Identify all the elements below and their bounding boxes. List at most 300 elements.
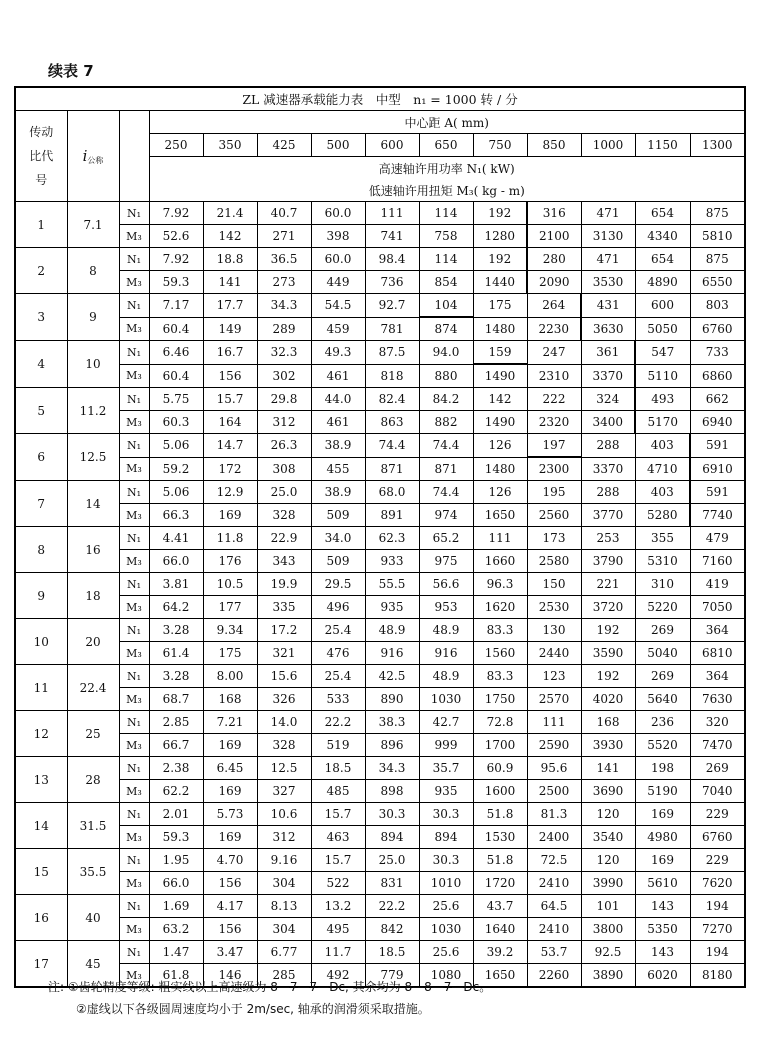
power-value-cell: 10.6 <box>257 803 311 826</box>
power-value-cell: 25.0 <box>257 481 311 504</box>
power-value-cell: 17.2 <box>257 619 311 642</box>
power-value-cell: 269 <box>690 757 745 780</box>
torque-value-cell: 894 <box>419 826 473 849</box>
power-label: N₁ <box>119 481 149 504</box>
power-value-cell: 25.6 <box>419 941 473 964</box>
power-value-cell: 48.9 <box>365 619 419 642</box>
power-value-cell: 355 <box>635 527 690 550</box>
power-value-cell: 7.17 <box>149 294 203 318</box>
torque-value-cell: 863 <box>365 411 419 434</box>
torque-value-cell: 891 <box>365 504 419 527</box>
power-value-cell: 16.7 <box>203 341 257 365</box>
power-value-cell: 43.7 <box>473 895 527 918</box>
table-row <box>15 341 745 365</box>
power-value-cell: 654 <box>635 202 690 225</box>
torque-value-cell: 4710 <box>635 457 690 481</box>
table-row <box>15 364 745 388</box>
torque-value-cell: 312 <box>257 826 311 849</box>
power-value-cell: 114 <box>419 202 473 225</box>
torque-value-cell: 4890 <box>635 271 690 294</box>
power-value-cell: 195 <box>527 481 581 504</box>
power-label: N₁ <box>119 388 149 411</box>
header-torque: 低速轴许用扭矩 M₃( kg - m) <box>149 179 745 202</box>
torque-value-cell: 935 <box>419 780 473 803</box>
power-value-cell: 53.7 <box>527 941 581 964</box>
torque-label: M₃ <box>119 317 149 341</box>
table-row <box>15 434 745 458</box>
torque-value-cell: 64.2 <box>149 596 203 619</box>
ratio-code-cell: 16 <box>15 895 67 941</box>
torque-label: M₃ <box>119 225 149 248</box>
power-value-cell: 13.2 <box>311 895 365 918</box>
ratio-code-cell: 10 <box>15 619 67 665</box>
torque-value-cell: 4020 <box>581 688 635 711</box>
torque-value-cell: 2410 <box>527 918 581 941</box>
ratio-code-cell: 15 <box>15 849 67 895</box>
torque-value-cell: 1490 <box>473 411 527 434</box>
torque-value-cell: 63.2 <box>149 918 203 941</box>
power-value-cell: 64.5 <box>527 895 581 918</box>
torque-value-cell: 59.2 <box>149 457 203 481</box>
nominal-ratio-cell: 45 <box>67 941 119 988</box>
power-value-cell: 34.3 <box>257 294 311 318</box>
table-row <box>15 504 745 527</box>
power-value-cell: 3.28 <box>149 619 203 642</box>
reducer-capacity-table <box>14 86 746 988</box>
power-value-cell: 51.8 <box>473 803 527 826</box>
power-value-cell: 403 <box>635 481 690 504</box>
torque-value-cell: 285 <box>257 964 311 988</box>
torque-value-cell: 6760 <box>690 317 745 341</box>
power-value-cell: 15.7 <box>311 849 365 872</box>
ratio-code-cell: 5 <box>15 388 67 434</box>
torque-value-cell: 169 <box>203 826 257 849</box>
torque-value-cell: 5190 <box>635 780 690 803</box>
power-value-cell: 18.8 <box>203 248 257 271</box>
torque-label: M₃ <box>119 734 149 757</box>
power-value-cell: 159 <box>473 341 527 365</box>
torque-value-cell: 52.6 <box>149 225 203 248</box>
torque-value-cell: 1490 <box>473 364 527 388</box>
power-value-cell: 197 <box>527 434 581 458</box>
power-value-cell: 17.7 <box>203 294 257 318</box>
torque-value-cell: 60.3 <box>149 411 203 434</box>
torque-value-cell: 533 <box>311 688 365 711</box>
torque-value-cell: 2580 <box>527 550 581 573</box>
power-value-cell: 4.17 <box>203 895 257 918</box>
power-value-cell: 22.2 <box>311 711 365 734</box>
torque-value-cell: 172 <box>203 457 257 481</box>
power-value-cell: 8.13 <box>257 895 311 918</box>
power-value-cell: 143 <box>635 895 690 918</box>
table-title: ZL 减速器承载能力表 中型 n₁ = 1000 转 / 分 <box>15 87 745 111</box>
torque-label: M₃ <box>119 826 149 849</box>
power-label: N₁ <box>119 895 149 918</box>
torque-value-cell: 1480 <box>473 317 527 341</box>
power-value-cell: 26.3 <box>257 434 311 458</box>
power-value-cell: 6.45 <box>203 757 257 780</box>
power-value-cell: 591 <box>690 481 745 504</box>
power-value-cell: 591 <box>690 434 745 458</box>
torque-value-cell: 933 <box>365 550 419 573</box>
torque-value-cell: 2230 <box>527 317 581 341</box>
power-value-cell: 51.8 <box>473 849 527 872</box>
torque-value-cell: 522 <box>311 872 365 895</box>
power-value-cell: 29.8 <box>257 388 311 411</box>
power-label: N₁ <box>119 711 149 734</box>
power-value-cell: 1.69 <box>149 895 203 918</box>
power-value-cell: 95.6 <box>527 757 581 780</box>
power-value-cell: 72.5 <box>527 849 581 872</box>
power-value-cell: 11.8 <box>203 527 257 550</box>
power-value-cell: 25.6 <box>419 895 473 918</box>
torque-value-cell: 2440 <box>527 642 581 665</box>
torque-value-cell: 3540 <box>581 826 635 849</box>
torque-value-cell: 3930 <box>581 734 635 757</box>
torque-label: M₃ <box>119 872 149 895</box>
torque-value-cell: 59.3 <box>149 826 203 849</box>
power-value-cell: 48.9 <box>419 619 473 642</box>
torque-value-cell: 8180 <box>690 964 745 988</box>
power-value-cell: 600 <box>635 294 690 318</box>
torque-label: M₃ <box>119 457 149 481</box>
torque-value-cell: 1530 <box>473 826 527 849</box>
power-value-cell: 9.16 <box>257 849 311 872</box>
torque-value-cell: 66.0 <box>149 550 203 573</box>
torque-label: M₃ <box>119 411 149 434</box>
power-value-cell: 42.5 <box>365 665 419 688</box>
torque-value-cell: 455 <box>311 457 365 481</box>
torque-value-cell: 61.4 <box>149 642 203 665</box>
torque-value-cell: 169 <box>203 734 257 757</box>
torque-label: M₃ <box>119 596 149 619</box>
power-label: N₁ <box>119 619 149 642</box>
center-distance-425: 425 <box>257 134 311 157</box>
power-label: N₁ <box>119 434 149 458</box>
torque-value-cell: 916 <box>365 642 419 665</box>
torque-value-cell: 7160 <box>690 550 745 573</box>
power-value-cell: 364 <box>690 619 745 642</box>
table-row <box>15 757 745 780</box>
center-distance-250: 250 <box>149 134 203 157</box>
nominal-ratio-cell: 28 <box>67 757 119 803</box>
nominal-ratio-cell: 20 <box>67 619 119 665</box>
torque-value-cell: 5610 <box>635 872 690 895</box>
torque-value-cell: 2300 <box>527 457 581 481</box>
torque-value-cell: 6910 <box>690 457 745 481</box>
power-value-cell: 18.5 <box>365 941 419 964</box>
power-value-cell: 83.3 <box>473 665 527 688</box>
torque-value-cell: 818 <box>365 364 419 388</box>
nominal-ratio-cell: 35.5 <box>67 849 119 895</box>
torque-value-cell: 3720 <box>581 596 635 619</box>
table-row <box>15 665 745 688</box>
power-value-cell: 493 <box>635 388 690 411</box>
power-label: N₁ <box>119 757 149 780</box>
table-row <box>15 225 745 248</box>
torque-value-cell: 2530 <box>527 596 581 619</box>
power-value-cell: 123 <box>527 665 581 688</box>
power-value-cell: 74.4 <box>419 434 473 458</box>
torque-value-cell: 7620 <box>690 872 745 895</box>
power-value-cell: 253 <box>581 527 635 550</box>
torque-value-cell: 758 <box>419 225 473 248</box>
torque-label: M₃ <box>119 780 149 803</box>
power-value-cell: 654 <box>635 248 690 271</box>
power-value-cell: 192 <box>581 665 635 688</box>
power-value-cell: 4.70 <box>203 849 257 872</box>
power-value-cell: 10.5 <box>203 573 257 596</box>
power-value-cell: 38.9 <box>311 481 365 504</box>
torque-value-cell: 68.7 <box>149 688 203 711</box>
power-value-cell: 74.4 <box>365 434 419 458</box>
torque-value-cell: 3800 <box>581 918 635 941</box>
power-label: N₁ <box>119 941 149 964</box>
header-ratio-code <box>15 111 67 202</box>
power-value-cell: 364 <box>690 665 745 688</box>
torque-value-cell: 975 <box>419 550 473 573</box>
torque-value-cell: 5520 <box>635 734 690 757</box>
torque-value-cell: 459 <box>311 317 365 341</box>
power-value-cell: 14.7 <box>203 434 257 458</box>
torque-value-cell: 1650 <box>473 504 527 527</box>
power-value-cell: 22.2 <box>365 895 419 918</box>
torque-value-cell: 461 <box>311 411 365 434</box>
center-distance-1150: 1150 <box>635 134 690 157</box>
power-value-cell: 21.4 <box>203 202 257 225</box>
power-label: N₁ <box>119 573 149 596</box>
table-row <box>15 294 745 318</box>
torque-value-cell: 953 <box>419 596 473 619</box>
power-value-cell: 111 <box>365 202 419 225</box>
power-value-cell: 62.3 <box>365 527 419 550</box>
torque-value-cell: 175 <box>203 642 257 665</box>
torque-value-cell: 312 <box>257 411 311 434</box>
torque-value-cell: 1030 <box>419 918 473 941</box>
header-i-subscript: 公称 <box>87 155 104 165</box>
torque-value-cell: 141 <box>203 271 257 294</box>
torque-value-cell: 874 <box>419 317 473 341</box>
torque-value-cell: 463 <box>311 826 365 849</box>
nominal-ratio-cell: 8 <box>67 248 119 294</box>
power-value-cell: 12.9 <box>203 481 257 504</box>
power-value-cell: 221 <box>581 573 635 596</box>
torque-value-cell: 1750 <box>473 688 527 711</box>
power-value-cell: 8.00 <box>203 665 257 688</box>
table-row <box>15 202 745 225</box>
power-value-cell: 40.7 <box>257 202 311 225</box>
torque-value-cell: 7270 <box>690 918 745 941</box>
torque-value-cell: 871 <box>419 457 473 481</box>
power-value-cell: 547 <box>635 341 690 365</box>
torque-value-cell: 1720 <box>473 872 527 895</box>
torque-value-cell: 495 <box>311 918 365 941</box>
power-value-cell: 5.06 <box>149 434 203 458</box>
power-value-cell: 3.28 <box>149 665 203 688</box>
power-label: N₁ <box>119 202 149 225</box>
torque-value-cell: 398 <box>311 225 365 248</box>
torque-value-cell: 6760 <box>690 826 745 849</box>
power-value-cell: 479 <box>690 527 745 550</box>
power-value-cell: 280 <box>527 248 581 271</box>
torque-value-cell: 1620 <box>473 596 527 619</box>
power-value-cell: 130 <box>527 619 581 642</box>
torque-value-cell: 2320 <box>527 411 581 434</box>
power-value-cell: 5.06 <box>149 481 203 504</box>
power-value-cell: 7.21 <box>203 711 257 734</box>
torque-value-cell: 485 <box>311 780 365 803</box>
power-value-cell: 3.47 <box>203 941 257 964</box>
ratio-code-cell: 4 <box>15 341 67 388</box>
torque-value-cell: 5310 <box>635 550 690 573</box>
table-row <box>15 941 745 964</box>
torque-value-cell: 2590 <box>527 734 581 757</box>
table-row <box>15 872 745 895</box>
torque-value-cell: 5810 <box>690 225 745 248</box>
center-distance-1300: 1300 <box>690 134 745 157</box>
nominal-ratio-cell: 9 <box>67 294 119 341</box>
table-row <box>15 780 745 803</box>
table-row <box>15 411 745 434</box>
table-row <box>15 826 745 849</box>
nominal-ratio-cell: 14 <box>67 481 119 527</box>
torque-value-cell: 164 <box>203 411 257 434</box>
torque-value-cell: 7740 <box>690 504 745 527</box>
power-value-cell: 173 <box>527 527 581 550</box>
power-value-cell: 82.4 <box>365 388 419 411</box>
power-value-cell: 39.2 <box>473 941 527 964</box>
power-value-cell: 120 <box>581 803 635 826</box>
torque-value-cell: 3770 <box>581 504 635 527</box>
power-value-cell: 35.7 <box>419 757 473 780</box>
note-1: 注: ①齿轮精度等级: 粗实线以上高速级为 8—7—7—Dc, 其余均为 8—8—7—Dc。 <box>48 980 492 994</box>
table-caption: 续表 7 <box>48 62 94 80</box>
power-value-cell: 15.6 <box>257 665 311 688</box>
power-value-cell: 54.5 <box>311 294 365 318</box>
power-value-cell: 288 <box>581 434 635 458</box>
torque-value-cell: 2310 <box>527 364 581 388</box>
power-value-cell: 92.5 <box>581 941 635 964</box>
torque-label: M₃ <box>119 688 149 711</box>
power-value-cell: 60.0 <box>311 248 365 271</box>
power-value-cell: 72.8 <box>473 711 527 734</box>
power-value-cell: 236 <box>635 711 690 734</box>
table-row <box>15 573 745 596</box>
power-label: N₁ <box>119 294 149 318</box>
torque-value-cell: 271 <box>257 225 311 248</box>
torque-value-cell: 476 <box>311 642 365 665</box>
power-value-cell: 15.7 <box>311 803 365 826</box>
torque-value-cell: 177 <box>203 596 257 619</box>
power-value-cell: 6.46 <box>149 341 203 365</box>
power-value-cell: 5.75 <box>149 388 203 411</box>
torque-value-cell: 1010 <box>419 872 473 895</box>
torque-value-cell: 3400 <box>581 411 635 434</box>
power-value-cell: 56.6 <box>419 573 473 596</box>
torque-value-cell: 974 <box>419 504 473 527</box>
torque-value-cell: 168 <box>203 688 257 711</box>
power-value-cell: 30.3 <box>365 803 419 826</box>
table-row <box>15 457 745 481</box>
header-ratio-line1: 传动 <box>29 125 54 139</box>
torque-value-cell: 304 <box>257 918 311 941</box>
power-value-cell: 7.92 <box>149 248 203 271</box>
power-value-cell: 83.3 <box>473 619 527 642</box>
nominal-ratio-cell: 10 <box>67 341 119 388</box>
torque-value-cell: 6550 <box>690 271 745 294</box>
power-value-cell: 198 <box>635 757 690 780</box>
header-ratio-line2: 比代 <box>29 149 54 163</box>
ratio-code-cell: 2 <box>15 248 67 294</box>
torque-value-cell: 781 <box>365 317 419 341</box>
torque-value-cell: 343 <box>257 550 311 573</box>
power-value-cell: 192 <box>473 202 527 225</box>
power-value-cell: 65.2 <box>419 527 473 550</box>
torque-value-cell: 289 <box>257 317 311 341</box>
power-value-cell: 169 <box>635 803 690 826</box>
torque-value-cell: 66.3 <box>149 504 203 527</box>
torque-value-cell: 871 <box>365 457 419 481</box>
torque-value-cell: 62.2 <box>149 780 203 803</box>
torque-value-cell: 1660 <box>473 550 527 573</box>
torque-value-cell: 1560 <box>473 642 527 665</box>
torque-label: M₃ <box>119 504 149 527</box>
power-label: N₁ <box>119 341 149 365</box>
torque-value-cell: 7040 <box>690 780 745 803</box>
torque-value-cell: 4980 <box>635 826 690 849</box>
torque-value-cell: 1280 <box>473 225 527 248</box>
power-value-cell: 1.95 <box>149 849 203 872</box>
torque-value-cell: 3630 <box>581 317 635 341</box>
note-2: ②虚线以下各级圆周速度均小于 2m/sec, 轴承的润滑须采取措施。 <box>76 1002 430 1016</box>
torque-value-cell: 5220 <box>635 596 690 619</box>
nominal-ratio-cell: 40 <box>67 895 119 941</box>
power-value-cell: 229 <box>690 803 745 826</box>
torque-value-cell: 5170 <box>635 411 690 434</box>
power-value-cell: 229 <box>690 849 745 872</box>
nominal-ratio-cell: 12.5 <box>67 434 119 481</box>
nominal-ratio-cell: 11.2 <box>67 388 119 434</box>
power-value-cell: 126 <box>473 481 527 504</box>
header-nominal-ratio <box>67 111 119 202</box>
power-value-cell: 84.2 <box>419 388 473 411</box>
power-value-cell: 875 <box>690 248 745 271</box>
torque-value-cell: 328 <box>257 504 311 527</box>
power-value-cell: 18.5 <box>311 757 365 780</box>
torque-label: M₃ <box>119 550 149 573</box>
torque-value-cell: 2100 <box>527 225 581 248</box>
power-value-cell: 803 <box>690 294 745 318</box>
torque-value-cell: 461 <box>311 364 365 388</box>
torque-value-cell: 2570 <box>527 688 581 711</box>
power-value-cell: 29.5 <box>311 573 365 596</box>
power-value-cell: 60.0 <box>311 202 365 225</box>
ratio-code-cell: 11 <box>15 665 67 711</box>
power-value-cell: 269 <box>635 665 690 688</box>
torque-value-cell: 321 <box>257 642 311 665</box>
torque-value-cell: 509 <box>311 504 365 527</box>
torque-value-cell: 3790 <box>581 550 635 573</box>
torque-value-cell: 273 <box>257 271 311 294</box>
torque-value-cell: 4340 <box>635 225 690 248</box>
power-value-cell: 142 <box>473 388 527 411</box>
center-distance-750: 750 <box>473 134 527 157</box>
nominal-ratio-cell: 25 <box>67 711 119 757</box>
torque-value-cell: 327 <box>257 780 311 803</box>
table-row <box>15 596 745 619</box>
power-value-cell: 87.5 <box>365 341 419 365</box>
torque-value-cell: 308 <box>257 457 311 481</box>
